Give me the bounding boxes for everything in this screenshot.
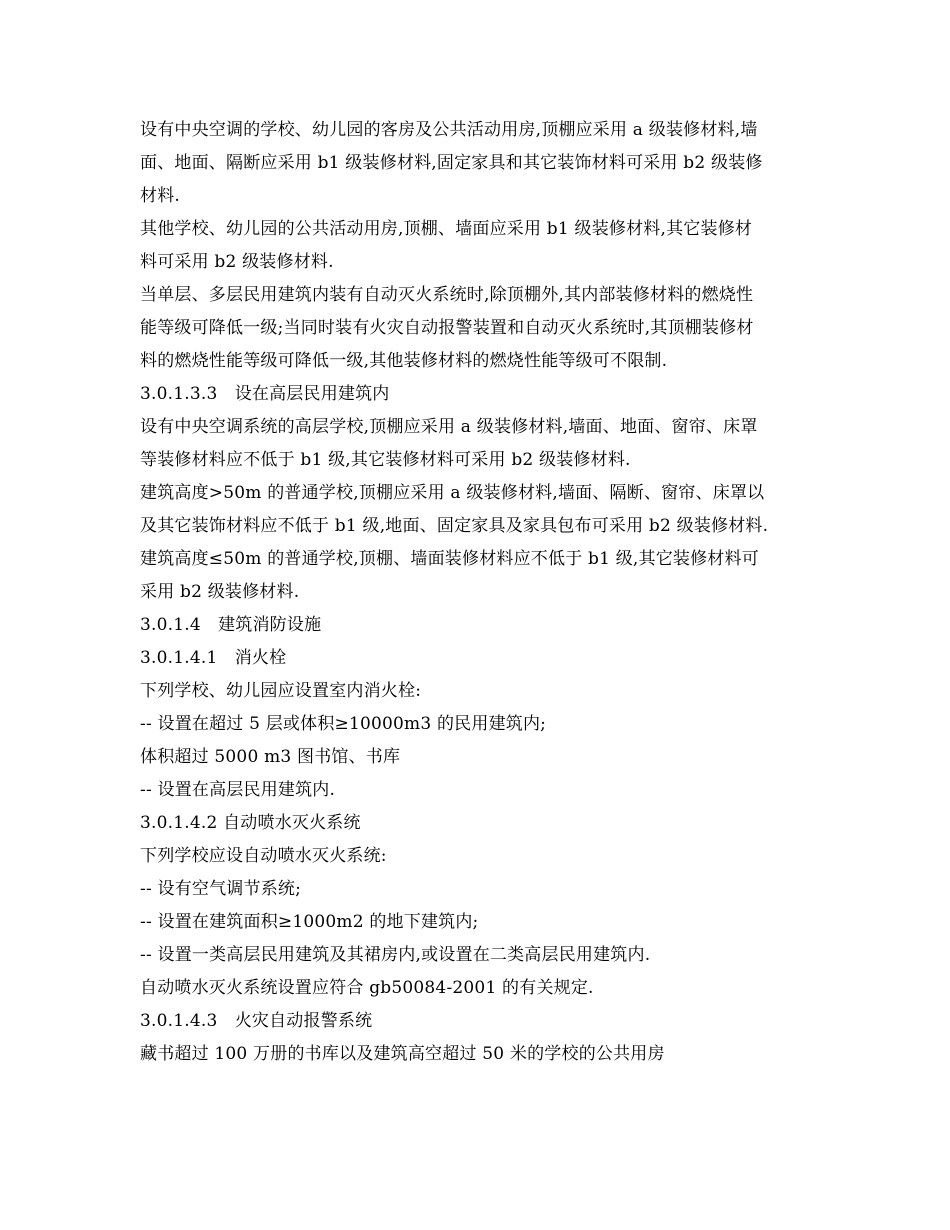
- list-item: -- 设置一类高层民用建筑及其裙房内,或设置在二类高层民用建筑内.: [140, 945, 651, 965]
- text-line: 材料.: [140, 186, 181, 206]
- text-line: 藏书超过 100 万册的书库以及建筑高空超过 50 米的学校的公共用房: [140, 1044, 665, 1064]
- text-line: 下列学校、幼儿园应设置室内消火栓:: [140, 681, 422, 701]
- text-line: 料的燃烧性能等级可降低一级,其他装修材料的燃烧性能等级可不限制.: [140, 351, 668, 371]
- text-line: 料可采用 b2 级装修材料.: [140, 252, 334, 272]
- text-line: 建筑高度>50m 的普通学校,顶棚应采用 a 级装修材料,墙面、隔断、窗帘、床罩以: [140, 483, 765, 503]
- text-line: 能等级可降低一级;当同时装有火灾自动报警装置和自动灭火系统时,其顶棚装修材: [140, 318, 754, 338]
- list-item: -- 设置在高层民用建筑内.: [140, 780, 336, 800]
- list-item: -- 设有空气调节系统;: [140, 879, 302, 899]
- text-line: 采用 b2 级装修材料.: [140, 582, 300, 602]
- text-line: 面、地面、隔断应采用 b1 级装修材料,固定家具和其它装饰材料可采用 b2 级装修: [140, 153, 763, 173]
- text-line: 及其它装饰材料应不低于 b1 级,地面、固定家具及家具包布可采用 b2 级装修材料.: [140, 516, 769, 536]
- text-line: 自动喷水灭火系统设置应符合 gb50084-2001 的有关规定.: [140, 978, 594, 998]
- section-heading: 3.0.1.4.1 消火栓: [140, 648, 287, 668]
- section-heading: 3.0.1.3.3 设在高层民用建筑内: [140, 384, 390, 404]
- text-line: 设有中央空调的学校、幼儿园的客房及公共活动用房,顶棚应采用 a 级装修材料,墙: [140, 120, 758, 140]
- list-item: -- 设置在超过 5 层或体积≥10000m3 的民用建筑内;: [140, 714, 547, 734]
- document-body: [140, 114, 820, 1071]
- section-heading: 3.0.1.4.3 火灾自动报警系统: [140, 1011, 373, 1031]
- section-heading: 3.0.1.4 建筑消防设施: [140, 615, 322, 635]
- list-item: -- 设置在建筑面积≥1000m2 的地下建筑内;: [140, 912, 479, 932]
- text-line: 设有中央空调系统的高层学校,顶棚应采用 a 级装修材料,墙面、地面、窗帘、床罩: [140, 417, 758, 437]
- text-line: 等装修材料应不低于 b1 级,其它装修材料可采用 b2 级装修材料.: [140, 450, 631, 470]
- text-line: 体积超过 5000 m3 图书馆、书库: [140, 747, 401, 767]
- text-line: 当单层、多层民用建筑内装有自动灭火系统时,除顶棚外,其内部装修材料的燃烧性: [140, 285, 754, 305]
- text-line: 下列学校应设自动喷水灭火系统:: [140, 846, 387, 866]
- text-line: 建筑高度≤50m 的普通学校,顶棚、墙面装修材料应不低于 b1 级,其它装修材料可: [140, 549, 759, 569]
- text-line: 其他学校、幼儿园的公共活动用房,顶棚、墙面应采用 b1 级装修材料,其它装修材: [140, 219, 753, 239]
- section-heading: 3.0.1.4.2 自动喷水灭火系统: [140, 813, 361, 833]
